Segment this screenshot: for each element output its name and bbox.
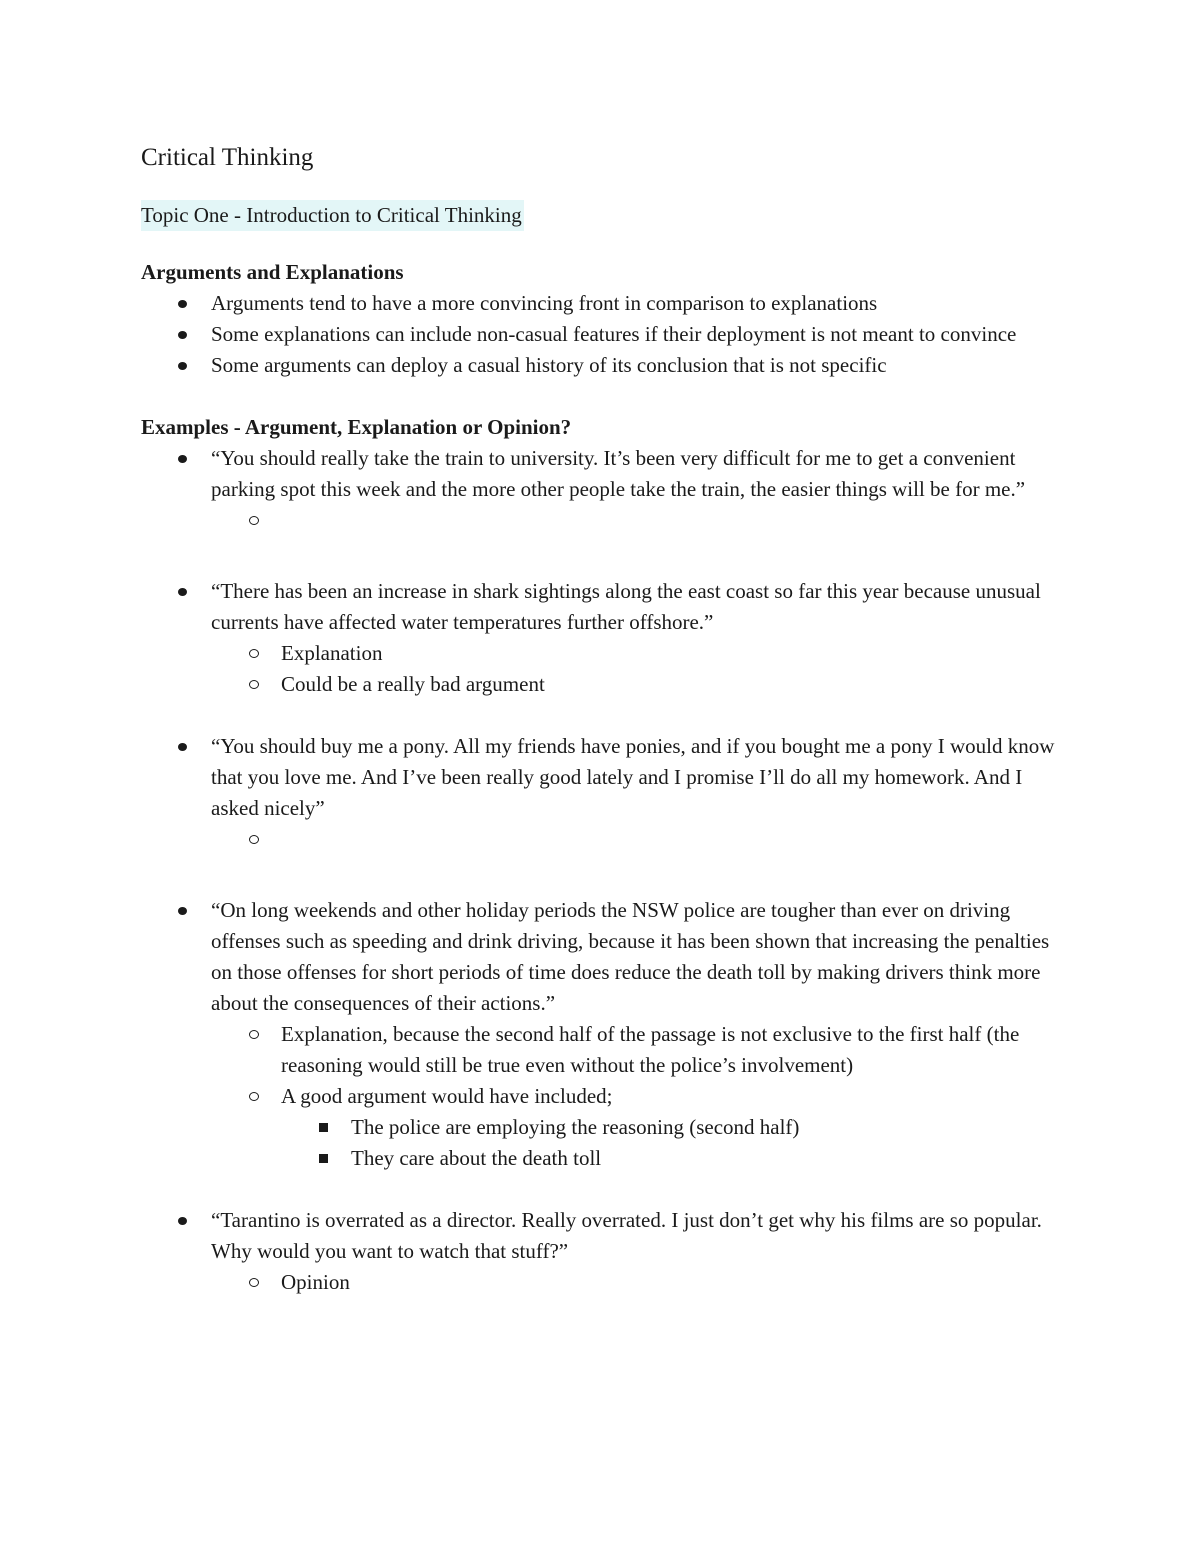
example-item — [141, 443, 1061, 545]
note-item: Opinion — [211, 1267, 1061, 1298]
section-examples — [141, 412, 1061, 1298]
document-title: Critical Thinking — [141, 144, 314, 171]
notes-list — [281, 1019, 1061, 1174]
subnote-item: The police are employing the reasoning (second half) — [281, 1112, 1061, 1143]
spacer — [141, 545, 1061, 576]
document-page — [141, 138, 1061, 1298]
notes-list — [281, 824, 1061, 864]
note-item: Could be a really bad argument — [211, 669, 1061, 700]
notes-list — [281, 1267, 1061, 1298]
subnotes-list — [351, 1112, 1061, 1174]
list-item: Some explanations can include non-casual features if their deployment is not meant to convince — [141, 319, 1061, 350]
example-text: “You should really take the train to university. It’s been very difficult for me to get a convenient parking spot this week and the more other people take the train, the easier things will be for me.” — [211, 446, 1026, 501]
notes-list — [281, 638, 1061, 700]
example-text: “On long weekends and other holiday periods the NSW police are tougher than ever on driving offenses such as speeding and drink driving, because it has been shown that increasing the penalties on those offenses for short periods of time does reduce the death toll by making drivers think more about the consequences of their actions.” — [211, 898, 1050, 1015]
spacer — [141, 864, 1061, 895]
note-item: Explanation, because the second half of the passage is not exclusive to the first half (the reasoning would still be true even without the police’s involvement) — [211, 1019, 1061, 1081]
subnote-item: They care about the death toll — [281, 1143, 1061, 1174]
section-heading: Examples - Argument, Explanation or Opinion? — [141, 415, 572, 439]
spacer — [141, 1174, 1061, 1205]
example-text: “Tarantino is overrated as a director. Really overrated. I just don’t get why his films are so popular. Why would you want to watch that stuff?” — [211, 1208, 1042, 1263]
example-item — [141, 731, 1061, 864]
spacer — [141, 700, 1061, 731]
bullet-list — [141, 288, 1061, 381]
list-item: Some arguments can deploy a casual history of its conclusion that is not specific — [141, 350, 1061, 381]
section-heading: Arguments and Explanations — [141, 260, 404, 284]
note-item — [211, 824, 1061, 864]
example-text: “You should buy me a pony. All my friends have ponies, and if you bought me a pony I would know that you love me. And I’ve been really good lately and I promise I’ll do all my homework. And I asked nicely” — [211, 734, 1055, 820]
list-item: Arguments tend to have a more convincing front in comparison to explanations — [141, 288, 1061, 319]
note-item: Explanation — [211, 638, 1061, 669]
example-item — [141, 1205, 1061, 1298]
note-text: A good argument would have included; — [281, 1084, 613, 1108]
example-text: “There has been an increase in shark sightings along the east coast so far this year because unusual currents have affected water temperatures further offshore.” — [211, 579, 1041, 634]
note-item — [211, 505, 1061, 545]
example-item — [141, 576, 1061, 700]
examples-list — [141, 443, 1061, 1298]
example-item — [141, 895, 1061, 1174]
note-item — [211, 1081, 1061, 1174]
notes-list — [281, 505, 1061, 545]
section-arguments-explanations — [141, 257, 1061, 381]
topic-heading: Topic One - Introduction to Critical Thinking — [141, 200, 524, 231]
